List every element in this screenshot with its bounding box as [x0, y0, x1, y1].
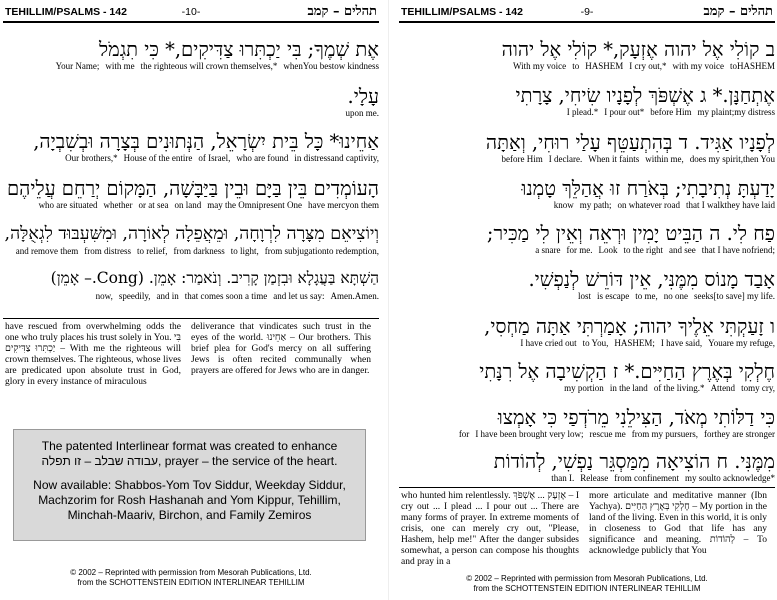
gloss-word: [704, 430, 715, 440]
gloss-word: [283, 62, 303, 72]
gloss-word: [661, 339, 702, 349]
gloss-text: Amen.: [330, 291, 355, 301]
gloss-word: [723, 339, 775, 349]
gloss-word: [551, 474, 574, 484]
gloss-text: and remove them: [15, 246, 79, 256]
page-gutter: [388, 0, 389, 600]
gloss-word: [520, 339, 576, 349]
gloss-text: with my voice: [672, 61, 724, 71]
english-gloss: [399, 430, 775, 440]
english-gloss: [3, 62, 379, 72]
gloss-word: [585, 62, 623, 72]
gloss-text: before Him: [501, 154, 543, 164]
gloss-word: [308, 201, 350, 211]
right-header-hebrew: תהלים – קמב: [703, 4, 773, 19]
gloss-text: on land: [174, 200, 202, 210]
gloss-text: seeks: [694, 291, 714, 301]
verse-line: [3, 223, 379, 267]
gloss-text: I declare.: [548, 154, 583, 164]
verse-line: [399, 84, 775, 128]
gloss-text: I have been brought very low;: [475, 429, 584, 439]
gloss-text: and see: [669, 245, 696, 255]
gloss-word: [327, 247, 380, 257]
gloss-text: speedily,: [118, 291, 151, 301]
gloss-text: to: [741, 383, 749, 393]
gloss-text: Look: [598, 245, 618, 255]
gloss-text: who are situated: [38, 200, 98, 210]
gloss-text: You: [708, 338, 723, 348]
verse-line: [3, 268, 379, 312]
gloss-text: my plaint;: [697, 107, 735, 117]
english-gloss: [399, 474, 775, 484]
gloss-word: [697, 108, 734, 118]
gloss-text: Your Name;: [55, 61, 100, 71]
hebrew-text: יָדַעְתָּ נְתִיבָתִי; בְּאֹרַח זוּ אֲהַלֵּךְ טָמְנוּ: [521, 177, 775, 200]
gloss-text: for me.: [566, 245, 593, 255]
gloss-word: [39, 201, 98, 211]
hebrew-text: אֶתְחַנָּן.* ג אֶשְׁפֹּךְ לְפָנָיו שִׂיחִי, צָרָתִי: [515, 84, 775, 107]
ad-line-1: The patented Interlinear format was created to enhance: [41, 439, 338, 453]
hebrew-text: מִמֶּנִּי. ח הוֹצִיאָה מִמַּסְגֵּר נַפְשִׁי, לְהוֹדוֹת: [493, 450, 775, 473]
gloss-text: HASHEM: [585, 61, 624, 71]
english-gloss: [399, 292, 775, 302]
verse-line: [3, 177, 379, 221]
english-gloss: [3, 292, 379, 302]
gloss-word: [231, 247, 259, 257]
gloss-text: HASHEM: [736, 61, 775, 71]
verse-line: [399, 222, 775, 266]
gloss-word: [580, 201, 612, 211]
gloss-word: [614, 339, 655, 349]
gloss-text: from confinement: [614, 473, 679, 483]
gloss-word: [614, 474, 679, 484]
gloss-word: [513, 62, 566, 72]
left-copyright: [3, 568, 379, 588]
gloss-text: on them: [349, 200, 379, 210]
left-commentary-col1: [5, 322, 181, 388]
gloss-word: [702, 246, 751, 256]
gloss-text: they have laid: [724, 200, 775, 210]
gloss-text: to relief,: [136, 246, 168, 256]
gloss-word: [331, 154, 379, 164]
gloss-word: [599, 246, 618, 256]
gloss-word: [685, 474, 714, 484]
gloss-word: [567, 108, 599, 118]
gloss-word: [141, 62, 278, 72]
gloss-word: [535, 246, 560, 256]
hebrew-text: עָלָי.: [347, 85, 379, 108]
gloss-text: to You,: [582, 338, 609, 348]
gloss-word: [65, 154, 118, 164]
english-gloss: [399, 155, 775, 165]
gloss-text: friend;: [751, 245, 775, 255]
gloss-text: to the right: [623, 245, 664, 255]
gloss-word: [554, 201, 574, 211]
gloss-word: [664, 292, 688, 302]
gloss-text: I have said,: [660, 338, 703, 348]
gloss-word: [730, 62, 737, 72]
copyright-line-1: © 2002 – Reprinted with permission from Mesorah Publications, Ltd.: [70, 568, 312, 577]
gloss-word: [714, 292, 775, 302]
gloss-text: who are found: [236, 153, 289, 163]
gloss-text: my distress: [734, 107, 775, 117]
english-gloss: [399, 108, 775, 118]
gloss-word: [588, 155, 639, 165]
gloss-word: [650, 108, 691, 118]
gloss-word: [654, 384, 705, 394]
gloss-text: my cry,: [748, 383, 775, 393]
gloss-text: have mercy: [308, 200, 350, 210]
hebrew-text: אָבַד מָנוֹס מִמֶּנִּי, אֵין דּוֹרֵשׁ לְנַפְשִׁי.: [528, 268, 775, 291]
gloss-word: [618, 201, 680, 211]
gloss-text: than I.: [551, 473, 575, 483]
gloss-text: Our brothers,*: [65, 153, 118, 163]
gloss-text: on whatever road: [617, 200, 681, 210]
gloss-text: Attend: [710, 383, 736, 393]
gloss-word: [459, 430, 470, 440]
right-header-english: TEHILLIM/PSALMS - 142: [401, 6, 523, 18]
interlinear-advertisement: [13, 429, 366, 541]
gloss-text: and let us say:: [273, 291, 325, 301]
gloss-text: to: [729, 61, 737, 71]
gloss-text: from distress: [84, 246, 131, 256]
english-gloss: [399, 339, 775, 349]
gloss-text: I have cried out: [520, 338, 577, 348]
gloss-word: [669, 246, 696, 256]
gloss-word: [137, 247, 168, 257]
english-gloss: [3, 201, 379, 211]
left-commentary-rule: [3, 318, 379, 319]
verse-line: [399, 360, 775, 404]
gloss-text: for: [704, 429, 715, 439]
english-gloss: [3, 247, 379, 257]
gloss-word: [610, 384, 648, 394]
gloss-word: [743, 155, 775, 165]
gloss-word: [597, 292, 629, 302]
gloss-text: a snare: [535, 245, 561, 255]
commentary-text: more articulate and meditative manner (Ibn Yachya). חֶלְקִי בְּאֶרֶץ הַחַיִּים – My portion in the land of the living. Even in this world, it is only in closeness to God that life has any significance and meaning. לְהוֹדוֹת – To acknowledge publicly that You: [589, 491, 767, 556]
gloss-word: [104, 201, 133, 211]
gloss-word: [139, 201, 169, 211]
gloss-text: with me: [105, 61, 135, 71]
right-page-number: -9-: [580, 6, 594, 18]
gloss-text: I cry out,*: [629, 61, 667, 71]
gloss-text: to light,: [230, 246, 259, 256]
gloss-text: is escape: [597, 291, 630, 301]
gloss-word: [629, 62, 666, 72]
gloss-word: [549, 155, 582, 165]
english-gloss: [399, 201, 775, 211]
gloss-word: [645, 155, 684, 165]
copyright-line-2: from the SCHOTTENSTEIN EDITION INTERLINEAR TEHILLIM: [473, 584, 701, 593]
gloss-word: [273, 292, 324, 302]
english-gloss: [3, 154, 379, 164]
gloss-text: in distress: [294, 153, 331, 163]
gloss-word: [711, 384, 736, 394]
left-commentary-col2: [191, 322, 371, 377]
gloss-word: [303, 62, 379, 72]
gloss-word: [708, 339, 723, 349]
copyright-line-2: from the SCHOTTENSTEIN EDITION INTERLINEAR TEHILLIM: [77, 578, 305, 587]
gloss-word: [236, 154, 288, 164]
gloss-text: my soul: [685, 473, 714, 483]
gloss-word: [690, 155, 743, 165]
gloss-text: I pour out*: [604, 107, 645, 117]
left-page-number: -10-: [181, 6, 201, 18]
gloss-text: upon me.: [345, 108, 379, 118]
verse-line: [399, 268, 775, 312]
gloss-text: to me,: [635, 291, 658, 301]
gloss-word: [346, 109, 380, 119]
gloss-text: whether: [103, 200, 133, 210]
left-header-english: TEHILLIM/PSALMS - 142: [5, 6, 127, 18]
gloss-word: [604, 108, 644, 118]
right-copyright: [399, 574, 775, 594]
verse-line: [3, 130, 379, 174]
hebrew-text: אֶת שְׁמֶךָ; בִּי יַכְתִּרוּ צַדִּיקִים,* כִּי תִגְמֹל: [99, 38, 379, 61]
gloss-text: to redemption,: [326, 246, 379, 256]
gloss-text: in the land: [609, 383, 648, 393]
gloss-word: [350, 201, 379, 211]
gloss-text: [to save] my life.: [713, 291, 775, 301]
gloss-word: [734, 108, 775, 118]
gloss-word: [686, 201, 725, 211]
commentary-text: who hunted him relentlessly. אֶזְעָק ... אֶשְׁפֹּךְ – I cry out ... I plead ... I pour out ... There are many forms of prayer. In extreme moments of crisis, one can merely cry out, "Please, Hashem, help me!" After the danger subsides somewhat, a person can compose his thoughts and pray in a: [401, 491, 579, 567]
gloss-text: When it faints: [588, 154, 640, 164]
gloss-word: [96, 292, 113, 302]
ad-line-2: עבודה שבלב – זו תפלה, prayer – the service of the heart.: [41, 454, 338, 468]
gloss-text: does my spirit,: [689, 154, 743, 164]
gloss-text: With my voice: [513, 61, 567, 71]
gloss-text: to: [572, 61, 580, 71]
gloss-text: of Israel,: [198, 153, 231, 163]
gloss-text: from darkness: [173, 246, 225, 256]
english-gloss: [399, 246, 775, 256]
hebrew-text: וְיוֹצִיאֵם מִצָּרָה לִרְוָחָה, וּמֵאֲפֵלָה לְאוֹרָה, וּמִשִּׁעְבּוּד לִגְאֻלָּה,: [4, 224, 379, 244]
gloss-text: when: [283, 61, 303, 71]
verse-line: [399, 131, 775, 175]
gloss-word: [331, 292, 355, 302]
gloss-text: rescue me: [589, 429, 626, 439]
english-gloss: [399, 62, 775, 72]
gloss-word: [16, 247, 78, 257]
gloss-word: [714, 474, 775, 484]
english-gloss: [3, 109, 379, 119]
verse-line: [3, 85, 379, 125]
gloss-text: You bestow kindness: [302, 61, 379, 71]
right-running-header: [399, 3, 775, 23]
copyright-line-1: © 2002 – Reprinted with permission from Mesorah Publications, Ltd.: [466, 574, 708, 583]
gloss-word: [725, 201, 775, 211]
gloss-word: [124, 154, 193, 164]
gloss-text: or at sea: [138, 200, 169, 210]
gloss-word: [105, 62, 134, 72]
gloss-word: [580, 474, 608, 484]
gloss-word: [294, 154, 330, 164]
gloss-word: [624, 246, 664, 256]
hebrew-text: הָעוֹמְדִים בֵּין בַּיָּם וּבֵין בַּיַּבָּשָׁה, הַמָּקוֹם יְרַחֵם עֲלֵיהֶם: [6, 177, 379, 200]
english-gloss: [399, 384, 775, 394]
gloss-word: [502, 155, 543, 165]
gloss-word: [207, 201, 302, 211]
gloss-text: that comes soon a time: [184, 291, 268, 301]
gloss-text: lost: [578, 291, 592, 301]
verse-line: [399, 177, 775, 221]
gloss-word: [741, 384, 748, 394]
gloss-text: HASHEM;: [614, 338, 655, 348]
gloss-word: [748, 384, 775, 394]
gloss-word: [635, 292, 658, 302]
gloss-text: for: [458, 429, 470, 439]
gloss-text: and captivity,: [330, 153, 379, 163]
gloss-text: no one: [663, 291, 689, 301]
hebrew-text: לְפָנָיו אַגִּיד. ד בְּהִתְעַטֵּף עָלַי רוּחִי, וְאַתָּה: [485, 131, 775, 154]
gloss-word: [672, 62, 724, 72]
hebrew-text: פַח לִי. ה הַבֵּיט יָמִין וּרְאֵה וְאֵין לִי מַכִּיר;: [486, 222, 775, 245]
left-page: [3, 0, 379, 600]
gloss-word: [84, 247, 131, 257]
gloss-word: [265, 247, 327, 257]
gloss-word: [119, 292, 151, 302]
gloss-word: [632, 430, 698, 440]
commentary-text: have rescued from overwhelming odds the one who truly places his trust solely in You. בִּי יַכְתִּרוּ צַדִּיקִים – With me the righteous will crown themselves. The righteous, whose lives are predicated upon absolute trust in God, glory in every instance of miraculous: [5, 322, 181, 387]
gloss-text: before Him: [650, 107, 692, 117]
gloss-text: my path;: [579, 200, 612, 210]
gloss-word: [751, 246, 775, 256]
hebrew-text: ב קוֹלִי אֶל יהוה אֶזְעָק,* קוֹלִי אֶל יהוה: [501, 38, 775, 61]
gloss-word: [157, 292, 179, 302]
gloss-text: from my pursuers,: [631, 429, 699, 439]
gloss-text: now,: [95, 291, 113, 301]
gloss-text: my portion: [564, 383, 604, 393]
gloss-word: [198, 154, 230, 164]
verse-line: [399, 38, 775, 82]
verse-line: [399, 450, 775, 486]
gloss-text: they are stronger: [714, 429, 775, 439]
gloss-word: [175, 201, 202, 211]
gloss-word: [578, 292, 591, 302]
hebrew-text: אַחֵינוּ* כָּל בֵּית יִשְׂרָאֵל, הַנְּתוּנִים בְּצָרָה וּבְשִׁבְיָה,: [33, 130, 379, 153]
gloss-text: that I have no: [701, 245, 751, 255]
gloss-text: of the living.*: [653, 383, 705, 393]
right-commentary-col2: [589, 491, 767, 557]
left-header-hebrew: תהלים – קמב: [307, 4, 377, 19]
gloss-text: may the Omnipresent One: [207, 200, 303, 210]
gloss-word: [355, 292, 379, 302]
gloss-text: I plead.*: [566, 107, 599, 117]
gloss-word: [583, 339, 609, 349]
gloss-text: House of the entire: [123, 153, 193, 163]
gloss-word: [564, 384, 604, 394]
gloss-text: and in: [156, 291, 179, 301]
gloss-text: Amen.: [354, 291, 379, 301]
hebrew-text: כִּי דַלּוֹתִי מְאֹד, הַצִּילֵנִי מֵרֹדְפַי כִּי אָמְצוּ: [497, 406, 775, 429]
gloss-text: within me,: [645, 154, 684, 164]
gloss-word: [567, 246, 593, 256]
gloss-word: [572, 62, 579, 72]
gloss-word: [590, 430, 626, 440]
gloss-text: from subjugation: [264, 246, 327, 256]
gloss-text: that I walk: [686, 200, 725, 210]
gloss-word: [56, 62, 100, 72]
verse-line: [399, 406, 775, 450]
gloss-word: [173, 247, 224, 257]
gloss-word: [715, 430, 775, 440]
gloss-word: [694, 292, 714, 302]
commentary-text: deliverance that vindicates such trust in the eyes of the world. אַחֵינוּ – Our brothers. This brief plea for God's mercy on all suffering Jews is often recited communally when prayers are offered for Jews who are in danger.: [191, 322, 371, 376]
gloss-word: [185, 292, 267, 302]
right-commentary-rule: [399, 487, 775, 488]
ad-line-3: Now available: Shabbos-Yom Tov Siddur, Weekday Siddur, Machzorim for Rosh Hashanah and Yom Kippur, Tehillim, Minchah-Maariv, Birchon, and Family Zemiros: [33, 478, 346, 522]
gloss-text: know: [553, 200, 574, 210]
verse-line: [3, 38, 379, 82]
left-running-header: [3, 3, 379, 23]
hebrew-text: חֶלְקִי בְּאֶרֶץ הַחַיִּים.* ז הַקְשִׁיבָה אֶל רִנָּתִי: [479, 360, 775, 383]
hebrew-text: הַשְׁתָּא בַּעֲגָלָא וּבִזְמַן קָרִיב. וְנֹאמַר: אָמֵן. (Cong.– אָמֵן): [50, 269, 379, 287]
hebrew-text: ו זָעַקְתִּי אֵלֶיךָ יהוה; אָמַרְתִּי אַתָּה מַחְסִי,: [484, 315, 775, 338]
right-commentary-col1: [401, 491, 579, 568]
gloss-text: are my refuge,: [722, 338, 775, 348]
gloss-text: the righteous will crown themselves,*: [140, 61, 278, 71]
gloss-text: to acknowledge*: [713, 473, 775, 483]
gloss-text: Release: [580, 473, 609, 483]
gloss-word: [737, 62, 775, 72]
verse-line: [399, 315, 775, 359]
right-page: [399, 0, 775, 600]
gloss-text: then You: [742, 154, 775, 164]
gloss-word: [475, 430, 583, 440]
